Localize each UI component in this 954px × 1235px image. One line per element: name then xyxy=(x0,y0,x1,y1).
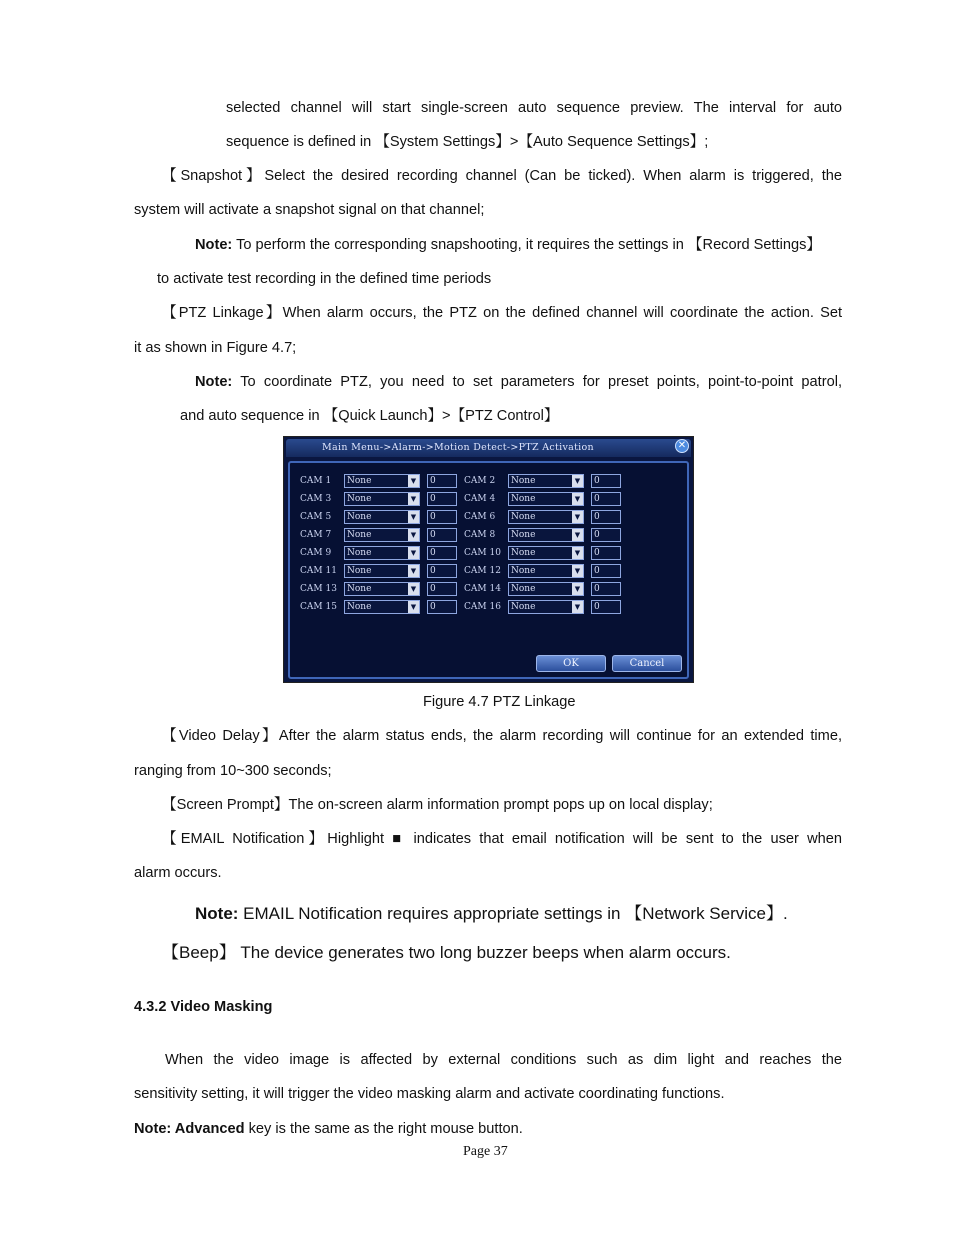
cam-row xyxy=(290,546,687,562)
paragraph-line: 【Snapshot】Select the desired recording channel (Can be ticked). When alarm is triggered, the xyxy=(162,168,842,184)
select-value: None xyxy=(347,584,372,594)
chevron-down-icon[interactable]: ▼ xyxy=(408,565,419,577)
preset-number-input[interactable]: 0 xyxy=(427,510,457,524)
ptz-linkage-dialog xyxy=(283,436,694,683)
paragraph-line: ranging from 10~300 seconds; xyxy=(134,763,332,779)
ptz-mode-select[interactable] xyxy=(344,564,420,578)
paragraph-line: alarm occurs. xyxy=(134,865,222,881)
ptz-mode-select[interactable] xyxy=(508,510,584,524)
preset-number-input[interactable]: 0 xyxy=(591,492,621,506)
chevron-down-icon[interactable]: ▼ xyxy=(572,493,583,505)
ptz-mode-select[interactable] xyxy=(508,474,584,488)
note-text: To coordinate PTZ, you need to set parameters for preset points, point-to-point patrol, xyxy=(232,374,842,390)
chevron-down-icon[interactable]: ▼ xyxy=(408,493,419,505)
select-value: None xyxy=(347,566,372,576)
chevron-down-icon[interactable]: ▼ xyxy=(408,547,419,559)
chevron-down-icon[interactable]: ▼ xyxy=(408,511,419,523)
chevron-down-icon[interactable]: ▼ xyxy=(408,601,419,613)
preset-number-input[interactable]: 0 xyxy=(427,528,457,542)
preset-number-input[interactable]: 0 xyxy=(591,564,621,578)
ptz-mode-select[interactable] xyxy=(508,582,584,596)
cam-row xyxy=(290,474,687,490)
paragraph-line: When the video image is affected by external conditions such as dim light and reaches the xyxy=(165,1052,842,1068)
ok-button[interactable]: OK xyxy=(536,655,606,672)
ptz-mode-select[interactable] xyxy=(508,546,584,560)
select-value: None xyxy=(347,548,372,558)
preset-number-input[interactable]: 0 xyxy=(591,600,621,614)
paragraph-line: selected channel will start single-screen auto sequence preview. The interval for auto xyxy=(226,100,842,116)
chevron-down-icon[interactable]: ▼ xyxy=(408,529,419,541)
preset-number-input[interactable]: 0 xyxy=(591,582,621,596)
preset-number-input[interactable]: 0 xyxy=(427,546,457,560)
preset-number-input[interactable]: 0 xyxy=(591,510,621,524)
preset-number-input[interactable]: 0 xyxy=(427,582,457,596)
chevron-down-icon[interactable]: ▼ xyxy=(408,475,419,487)
note-label: Note: xyxy=(195,904,239,923)
ptz-mode-select[interactable] xyxy=(344,510,420,524)
paragraph-line: 【EMAIL Notification】Highlight ■ indicates that email notification will be sent to the user when xyxy=(162,831,842,847)
preset-number-input[interactable]: 0 xyxy=(427,492,457,506)
preset-number-input[interactable]: 0 xyxy=(427,600,457,614)
paragraph-line: 【PTZ Linkage】When alarm occurs, the PTZ on the defined channel will coordinate the action. Set xyxy=(162,305,842,321)
ptz-mode-select[interactable] xyxy=(344,474,420,488)
select-value: None xyxy=(511,566,536,576)
select-value: None xyxy=(511,602,536,612)
ptz-mode-select[interactable] xyxy=(344,600,420,614)
note-line xyxy=(134,1119,523,1139)
note-line xyxy=(195,235,845,255)
chevron-down-icon[interactable]: ▼ xyxy=(408,583,419,595)
cam-label: CAM 7 xyxy=(300,530,332,540)
select-value: None xyxy=(347,476,372,486)
chevron-down-icon[interactable]: ▼ xyxy=(572,583,583,595)
chevron-down-icon[interactable]: ▼ xyxy=(572,601,583,613)
cam-row xyxy=(290,510,687,526)
cam-label: CAM 13 xyxy=(300,584,337,594)
dialog-panel xyxy=(288,461,689,679)
paragraph-line: 【Beep】 The device generates two long buzzer beeps when alarm occurs. xyxy=(162,943,731,962)
note-line xyxy=(195,372,842,392)
chevron-down-icon[interactable]: ▼ xyxy=(572,511,583,523)
cam-label: CAM 14 xyxy=(464,584,501,594)
ptz-mode-select[interactable] xyxy=(508,492,584,506)
ptz-mode-select[interactable] xyxy=(508,600,584,614)
ptz-mode-select[interactable] xyxy=(344,528,420,542)
cam-label: CAM 4 xyxy=(464,494,496,504)
preset-number-input[interactable]: 0 xyxy=(427,564,457,578)
cam-label: CAM 3 xyxy=(300,494,332,504)
preset-number-input[interactable]: 0 xyxy=(591,546,621,560)
note-label: Note: xyxy=(195,237,233,253)
cam-label: CAM 1 xyxy=(300,476,332,486)
paragraph-line: 【Screen Prompt】The on-screen alarm information prompt pops up on local display; xyxy=(162,797,713,813)
page-number: Page 37 xyxy=(463,1144,508,1159)
chevron-down-icon[interactable]: ▼ xyxy=(572,529,583,541)
cam-label: CAM 16 xyxy=(464,602,501,612)
select-value: None xyxy=(511,476,536,486)
cam-row xyxy=(290,492,687,508)
note-line xyxy=(195,904,788,924)
cam-label: CAM 5 xyxy=(300,512,332,522)
cam-label: CAM 8 xyxy=(464,530,496,540)
select-value: None xyxy=(347,512,372,522)
ptz-mode-select[interactable] xyxy=(344,546,420,560)
ptz-mode-select[interactable] xyxy=(508,564,584,578)
ptz-mode-select[interactable] xyxy=(344,492,420,506)
chevron-down-icon[interactable]: ▼ xyxy=(572,565,583,577)
paragraph-line: system will activate a snapshot signal on that channel; xyxy=(134,202,485,218)
note-text: EMAIL Notification requires appropriate settings in 【Network Service】. xyxy=(238,904,788,923)
cam-row xyxy=(290,582,687,598)
select-value: None xyxy=(511,584,536,594)
cam-label: CAM 2 xyxy=(464,476,496,486)
preset-number-input[interactable]: 0 xyxy=(591,528,621,542)
select-value: None xyxy=(347,530,372,540)
note-label: Note: Advanced xyxy=(134,1121,245,1137)
preset-number-input[interactable]: 0 xyxy=(427,474,457,488)
cam-label: CAM 12 xyxy=(464,566,501,576)
note-text: To perform the corresponding snapshooting, it requires the settings in 【Record Settings】 xyxy=(232,237,821,253)
cam-label: CAM 6 xyxy=(464,512,496,522)
cam-label: CAM 9 xyxy=(300,548,332,558)
chevron-down-icon[interactable]: ▼ xyxy=(572,547,583,559)
select-value: None xyxy=(511,530,536,540)
paragraph-line: 【Video Delay】After the alarm status ends, the alarm recording will continue for an extended time, xyxy=(162,728,842,744)
note-line: and auto sequence in 【Quick Launch】>【PTZ Control】 xyxy=(180,408,559,424)
close-icon[interactable]: ✕ xyxy=(675,439,689,453)
paragraph-line: it as shown in Figure 4.7; xyxy=(134,340,297,356)
ptz-mode-select[interactable] xyxy=(508,528,584,542)
figure-caption: Figure 4.7 PTZ Linkage xyxy=(423,694,576,710)
cam-row xyxy=(290,600,687,616)
cam-label: CAM 10 xyxy=(464,548,501,558)
cam-row xyxy=(290,564,687,580)
cancel-button[interactable]: Cancel xyxy=(612,655,682,672)
cam-label: CAM 11 xyxy=(300,566,337,576)
select-value: None xyxy=(511,494,536,504)
chevron-down-icon[interactable]: ▼ xyxy=(572,475,583,487)
note-text: key is the same as the right mouse button. xyxy=(244,1121,523,1137)
select-value: None xyxy=(511,548,536,558)
paragraph-line: sequence is defined in 【System Settings】>【Auto Sequence Settings】; xyxy=(226,134,709,150)
dialog-title: Main Menu->Alarm->Motion Detect->PTZ Activation xyxy=(286,439,691,457)
section-heading: 4.3.2 Video Masking xyxy=(134,999,273,1015)
paragraph-line: sensitivity setting, it will trigger the video masking alarm and activate coordinating functions. xyxy=(134,1086,725,1102)
select-value: None xyxy=(347,602,372,612)
cam-row xyxy=(290,528,687,544)
note-label: Note: xyxy=(195,374,233,390)
preset-number-input[interactable]: 0 xyxy=(591,474,621,488)
select-value: None xyxy=(511,512,536,522)
ptz-mode-select[interactable] xyxy=(344,582,420,596)
select-value: None xyxy=(347,494,372,504)
note-line: to activate test recording in the defined time periods xyxy=(157,271,492,287)
cam-label: CAM 15 xyxy=(300,602,337,612)
